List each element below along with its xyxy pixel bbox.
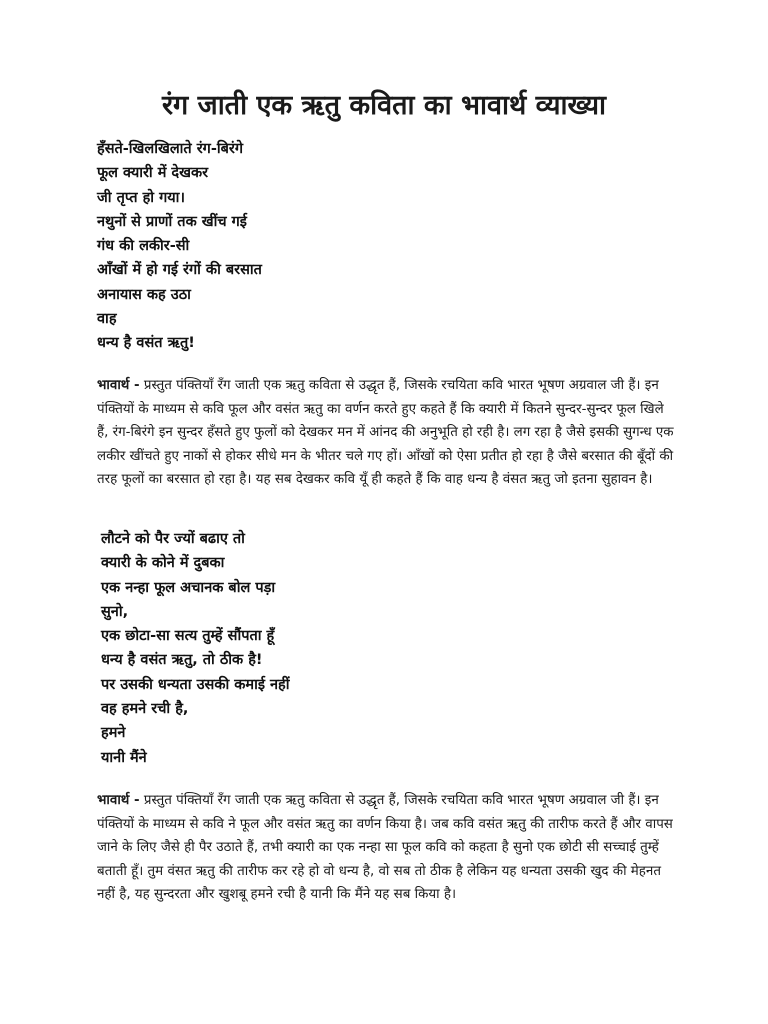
poem-line: एक छोटा-सा सत्य तुम्हें सौंपता हूँ	[101, 628, 275, 645]
poem-line: यानी मैंने	[101, 749, 147, 766]
poem-line: क्यारी के कोने में दुबका	[101, 555, 225, 572]
poem-line: सुनो,	[101, 603, 129, 620]
poem-stanza-1	[97, 137, 262, 356]
poem-line: हँसते-खिलखिलाते रंग-बिरंगे	[97, 141, 243, 157]
poem-line: एक नन्हा फूल अचानक बोल पड़ा	[101, 579, 276, 596]
poem-line: अनायास कह उठा	[97, 286, 191, 303]
poem-line: हमने	[101, 725, 126, 742]
poem-line: जी तृप्त हो गया।	[97, 189, 185, 206]
poem-line: नथुनों से प्राणों तक खींच गई	[97, 213, 247, 230]
poem-stanza-2	[101, 527, 290, 770]
poem-line: आँखों में हो गई रंगों की बरसात	[97, 262, 262, 279]
explanation-paragraph-2	[97, 789, 675, 907]
poem-line: पर उसकी धन्यता उसकी कमाई नहीं	[101, 676, 290, 693]
page-title: रंग जाती एक ऋतु कविता का भावार्थ व्याख्या	[162, 90, 606, 121]
poem-line: फूल क्यारी में देखकर	[97, 165, 209, 182]
poem-line: वाह	[97, 311, 117, 328]
poem-line: धन्य है वसंत ऋतु, तो ठीक है!	[101, 652, 263, 669]
explanation-label: भावार्थ -	[97, 793, 140, 808]
poem-line: लौटने को पैर ज्यों बढाए तो	[101, 531, 245, 547]
poem-line: गंध की लकीर-सी	[97, 238, 190, 255]
explanation-text: प्रस्तुत पंक्तियाँ रँग जाती एक ऋतु कविता से उद्धृत हैं, जिसके रचयिता कवि भारत भूषण अग्रवाल जी हैं। इन पंक्तियों के माध्यम से कवि ने फूल और वसंत ऋतु का वर्णन किया है। जब कवि वसंत ऋतु की तारीफ करते हैं और वापस जाने के लिए जैसे ही पैर उठाते हैं, तभी क्यारी का एक नन्हा सा फूल कवि को कहता है सुनो एक छोटी सी सच्चाई तुम्हें बताती हूँ। तुम वंसत ऋतु की तारीफ कर रहे हो वो धन्य है, वो सब तो ठीक है लेकिन यह धन्यता उसकी खुद की मेहनत नहीं है, यह सुन्दरता और खुशबू हमने रची है यानी कि मैंने यह सब किया है।	[97, 793, 673, 902]
explanation-label: भावार्थ -	[97, 378, 140, 393]
poem-line: वह हमने रची है,	[101, 701, 189, 718]
poem-line: धन्य है वसंत ऋतु!	[97, 335, 195, 352]
explanation-text: प्रस्तुत पंक्तियाँ रँग जाती एक ऋतु कविता से उद्धृत हैं, जिसके रचयिता कवि भारत भूषण अग्रवाल जी हैं। इन पंक्तियों के माध्यम से कवि फूल और वसंत ऋतु का वर्णन करते हुए कहते हैं कि क्यारी में कितने सुन्दर-सुन्दर फूल खिले हैं, रंग-बिरंगे इन सुन्दर हँसते हुए फुलों को देखकर मन में आंनद की अनुभूति हो रही है। लग रहा है जैसे इसकी सुगन्ध एक लकीर खींचते हुए नाकों से होकर सीधे मन के भीतर चले गए हों। आँखों को ऐसा प्रतीत हो रहा है जैसे बरसात की बूँदों की तरह फूलों का बरसात हो रहा है। यह सब देखकर कवि यूँ ही कहते हैं कि वाह धन्य है वंसत ऋतु जो इतना सुहावन है।	[97, 378, 674, 487]
explanation-paragraph-1	[97, 374, 675, 492]
